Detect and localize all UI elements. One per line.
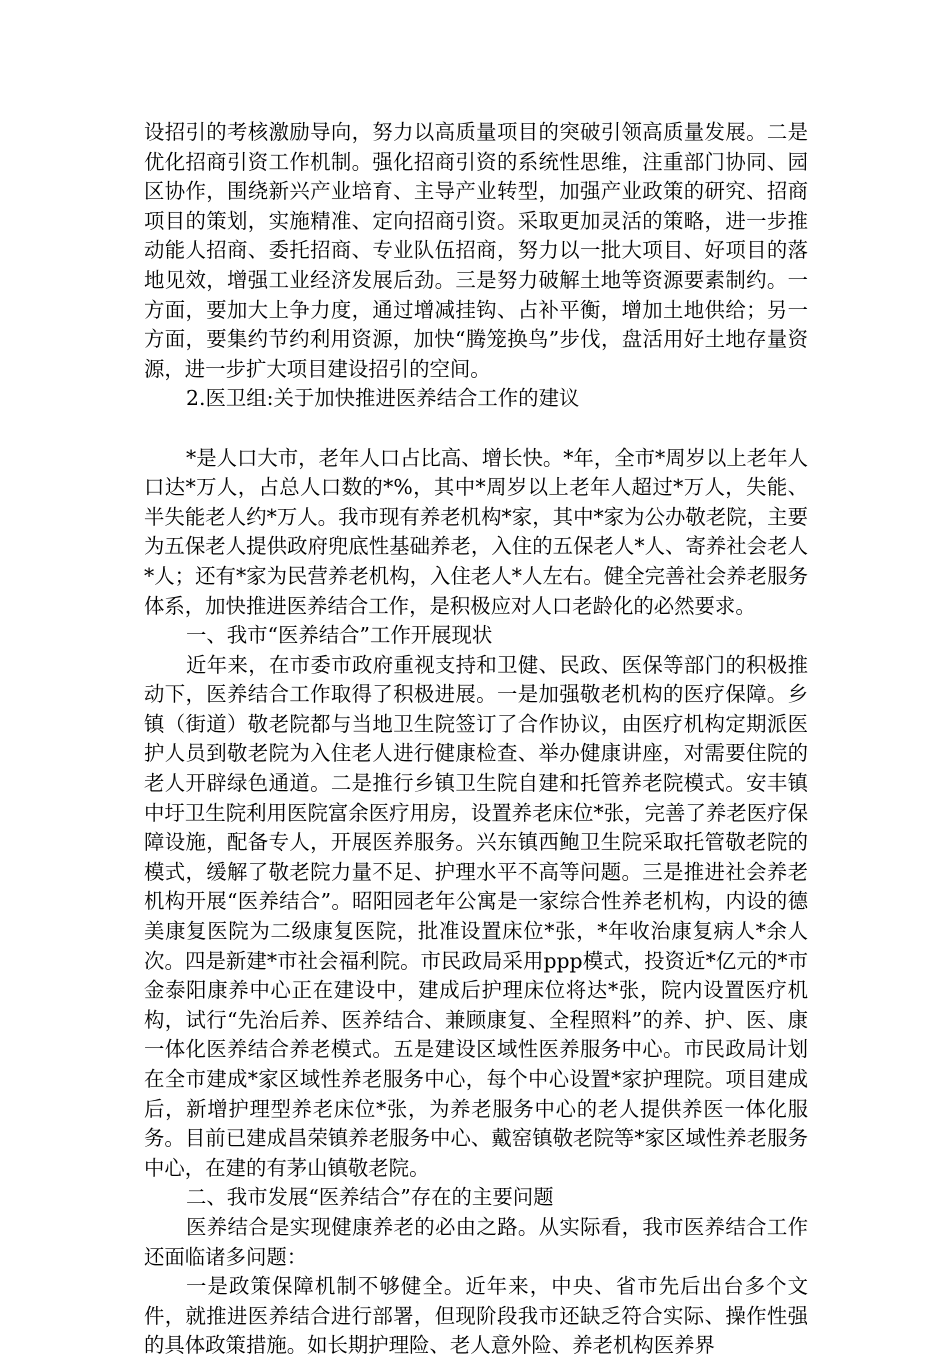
document-body [144, 118, 808, 1361]
section-heading-main-problems: 二、我市发展“医养结合”存在的主要问题 [186, 1185, 554, 1210]
paragraph-investment-continuation: 设招引的考核激励导向，努力以高质量项目的突破引领高质量发展。二是优化招商引资工作机制。强化招商引资的系统性思维，注重部门协同、园区协作，围绕新兴产业培育、主导产业转型，加强产业政策的研究、招商项目的策划，实施精准、定向招商引资。采取更加灵活的策略，进一步推动能人招商、委托招商、专业队伍招商，努力以一批大项目、好项目的落地见效，增强工业经济发展后劲。三是努力破解土地等资源要素制约。一方面，要加大上争力度，通过增减挂钩、占补平衡，增加土地供给；另一方面，要集约节约利用资源，加快“腾笼换鸟”步伐，盘活用好土地存量资源，进一步扩大项目建设招引的空间。 [144, 120, 808, 381]
paragraph-problems-intro: 医养结合是实现健康养老的必由之路。从实际看，我市医养结合工作还面临诸多问题： [144, 1214, 808, 1269]
blank-line [144, 414, 808, 444]
paragraph-progress: 近年来，在市委市政府重视支持和卫健、民政、医保等部门的积极推动下，医养结合工作取得了积极进展。一是加强敬老机构的医疗保障。乡镇（街道）敬老院都与当地卫生院签订了合作协议，由医疗机构定期派医护人员到敬老院为入住老人进行健康检查、举办健康讲座，对需要住院的老人开辟绿色通道。二是推行乡镇卫生院自建和托管养老院模式。安丰镇中圩卫生院利用医院富余医疗用房，设置养老床位*张，完善了养老医疗保障设施，配备专人，开展医养服务。兴东镇西鲍卫生院采取托管敬老院的模式，缓解了敬老院力量不足、护理水平不高等问题。三是推进社会养老机构开展“医养结合”。昭阳园老年公寓是一家综合性养老机构，内设的德美康复医院为二级康复医院，批准设置床位*张，*年收治康复病人*余人次。四是新建*市社会福利院。市民政局采用ppp模式，投资近*亿元的*市金泰阳康养中心正在建设中，建成后护理床位将达*张，院内设置医疗机构，试行“先治后养、医养结合、兼顾康复、全程照料”的养、护、医、康一体化医养结合养老模式。五是建设区域性医养服务中心。市民政局计划在全市建成*家区域性养老服务中心，每个中心设置*家护理院。项目建成后，新增护理型养老床位*张，为养老服务中心的老人提供养医一体化服务。目前已建成昌荣镇养老服务中心、戴窑镇敬老院等*家区域性养老服务中心，在建的有茅山镇敬老院。 [144, 652, 808, 1180]
section-heading-current-status: 一、我市“医养结合”工作开展现状 [186, 623, 493, 648]
paragraph-policy-mechanism: 一是政策保障机制不够健全。近年来，中央、省市先后出台多个文件，就推进医养结合进行部署，但现阶段我市还缺乏符合实际、操作性强的具体政策措施。如长期护理险、老人意外险、养老机构医养界 [144, 1274, 808, 1358]
paragraph-aging-population: *是人口大市，老年人口占比高、增长快。*年，全市*周岁以上老年人口达*万人，占总人口数的*%，其中*周岁以上老年人超过*万人，失能、半失能老人约*万人。我市现有养老机构*家，其中*家为公办敬老院，主要为五保老人提供政府兜底性基础养老，入住的五保老人*人、寄养社会老人*人；还有*家为民营养老机构，入住老人*人左右。健全完善社会养老服务体系，加快推进医养结合工作，是积极应对人口老龄化的必然要求。 [144, 445, 808, 618]
section-heading-medical-group: 2.医卫组:关于加快推进医养结合工作的建议 [186, 386, 580, 411]
